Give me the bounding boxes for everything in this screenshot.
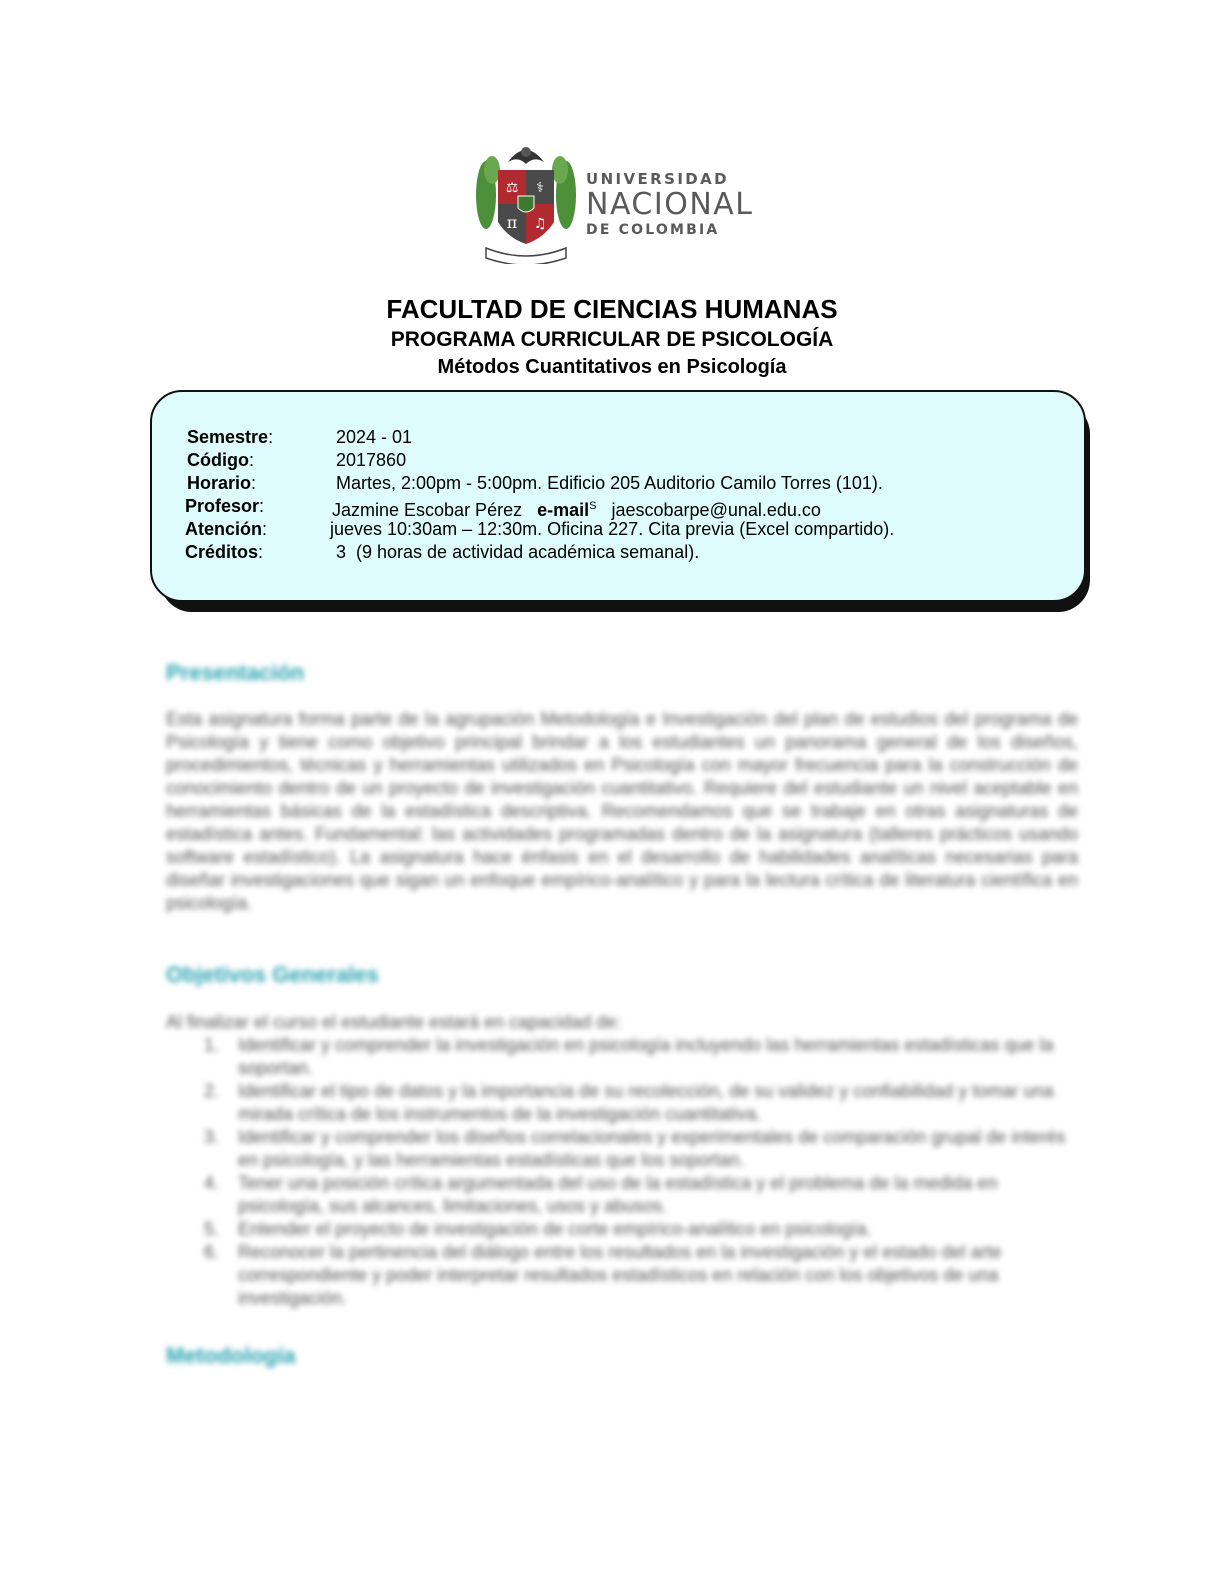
horario-colon: : <box>251 473 257 493</box>
atencion-value: jueves 10:30am – 12:30m. Oficina 227. Cita previa (Excel compartido). <box>330 519 895 539</box>
metodologia-heading: Metodología <box>166 1343 296 1368</box>
list-text: Tener una posición crítica argumentada del uso de la estadística y el problema de la medida en psicología, sus alcances, limitaciones, usos y abusos. <box>238 1173 998 1216</box>
list-number: 3. <box>204 1127 220 1147</box>
codigo-row <box>187 449 254 471</box>
list-item <box>200 1034 1070 1080</box>
horario-value: Martes, 2:00pm - 5:00pm. Edificio 205 Auditorio Camilo Torres (101). <box>336 473 883 493</box>
list-item <box>200 1080 1070 1126</box>
creditos-value: 3 (9 horas de actividad académica semanal). <box>336 542 700 562</box>
email-sup: S <box>589 500 597 512</box>
university-line1: UNIVERSIDAD <box>586 170 730 188</box>
svg-text:⚕: ⚕ <box>536 180 544 196</box>
codigo-value: 2017860 <box>336 450 407 470</box>
program-title: PROGRAMA CURRICULAR DE PSICOLOGÍA <box>390 328 834 351</box>
atencion-row <box>185 518 267 540</box>
list-text: Entender el proyecto de investigación de corte empírico-analítico en psicología. <box>238 1219 872 1239</box>
presentacion-text: Esta asignatura forma parte de la agrupación Metodología e Investigación del plan de estudios del programa de Psicología y tiene como objetivo principal brindar a los estudiantes un panorama general de los diseños, procedimientos, técnicas y herramientas utilizados en Psicología con mayor frecuencia para la construcción de conocimiento dentro de un proyecto de investigación cuantitativo. Requiere del estudiante un nivel aceptable en herramientas básicas de la estadística descriptiva. Recomendamos que se trabaje en otras asignaturas de estadística antes. Fundamental: las actividades programadas dentro de la asignatura (talleres prácticos usando software estadístico). La asignatura hace énfasis en el desarrollo de habilidades analíticas necesarias para diseñar investigaciones que sigan un enfoque empírico-analítico y para la lectura crítica de literatura científica en psicología. <box>166 709 1078 913</box>
university-shield-icon <box>474 140 578 264</box>
codigo-colon: : <box>248 450 254 470</box>
list-item <box>200 1218 1070 1241</box>
creditos-colon: : <box>258 542 264 562</box>
codigo-label: Código <box>187 450 249 470</box>
list-number: 4. <box>204 1173 220 1193</box>
profesor-colon: : <box>259 496 265 516</box>
university-line3: DE COLOMBIA <box>586 222 720 238</box>
list-number: 5. <box>204 1219 220 1239</box>
document-titles <box>0 292 1224 380</box>
horario-row <box>187 472 256 494</box>
presentacion-heading: Presentación <box>166 660 305 685</box>
semestre-value: 2024 - 01 <box>336 427 413 447</box>
list-text: Identificar y comprender la investigación en psicología incluyendo las herramientas estadísticas que la soportan. <box>238 1035 1054 1078</box>
profesor-row <box>185 495 264 517</box>
list-text: Identificar el tipo de datos y la importancia de su recolección, de su validez y confiabilidad y tomar una mirada crítica de los instrumentos de la investigación cuantitativa. <box>238 1081 1054 1124</box>
semestre-colon: : <box>268 427 274 447</box>
creditos-row <box>185 541 263 563</box>
svg-text:⚖: ⚖ <box>505 180 519 196</box>
atencion-colon: : <box>262 519 268 539</box>
objetivos-intro: Al finalizar el curso el estudiante estará en capacidad de: <box>166 1012 622 1032</box>
university-logo <box>474 140 774 264</box>
list-item <box>200 1172 1070 1218</box>
course-title: Métodos Cuantitativos en Psicología <box>437 356 787 378</box>
email-value[interactable]: jaescobarpe@unal.edu.co <box>611 500 821 520</box>
list-text: Identificar y comprender los diseños correlacionales y experimentales de comparación grupal de interés en psicología, y las herramientas estadísticas que los soportan. <box>238 1127 1066 1170</box>
university-name <box>586 170 754 238</box>
faculty-title: FACULTAD DE CIENCIAS HUMANAS <box>386 294 838 324</box>
university-line2: NACIONAL <box>586 187 754 222</box>
horario-label: Horario <box>187 473 252 493</box>
semestre-label: Semestre <box>187 427 269 447</box>
svg-text:♫: ♫ <box>533 216 547 232</box>
semestre-row <box>187 426 273 448</box>
list-item <box>200 1126 1070 1172</box>
atencion-label: Atención <box>185 519 263 539</box>
objetivos-list <box>200 1034 1070 1310</box>
svg-text:π: π <box>506 213 518 232</box>
creditos-label: Créditos <box>185 542 259 562</box>
profesor-value: Jazmine Escobar Pérez <box>332 500 523 520</box>
profesor-label: Profesor <box>185 496 260 516</box>
list-number: 1. <box>204 1035 220 1055</box>
list-number: 6. <box>204 1242 220 1262</box>
list-item <box>200 1241 1070 1310</box>
objetivos-heading: Objetivos Generales <box>166 962 379 987</box>
list-number: 2. <box>204 1081 220 1101</box>
email-label: e-mail <box>537 500 590 520</box>
list-text: Reconocer la pertinencia del diálogo entre los resultados en la investigación y el estado del arte correspondiente y poder interpretar resultados estadísticos en relación con los objetivos de una investigación. <box>238 1242 1002 1308</box>
